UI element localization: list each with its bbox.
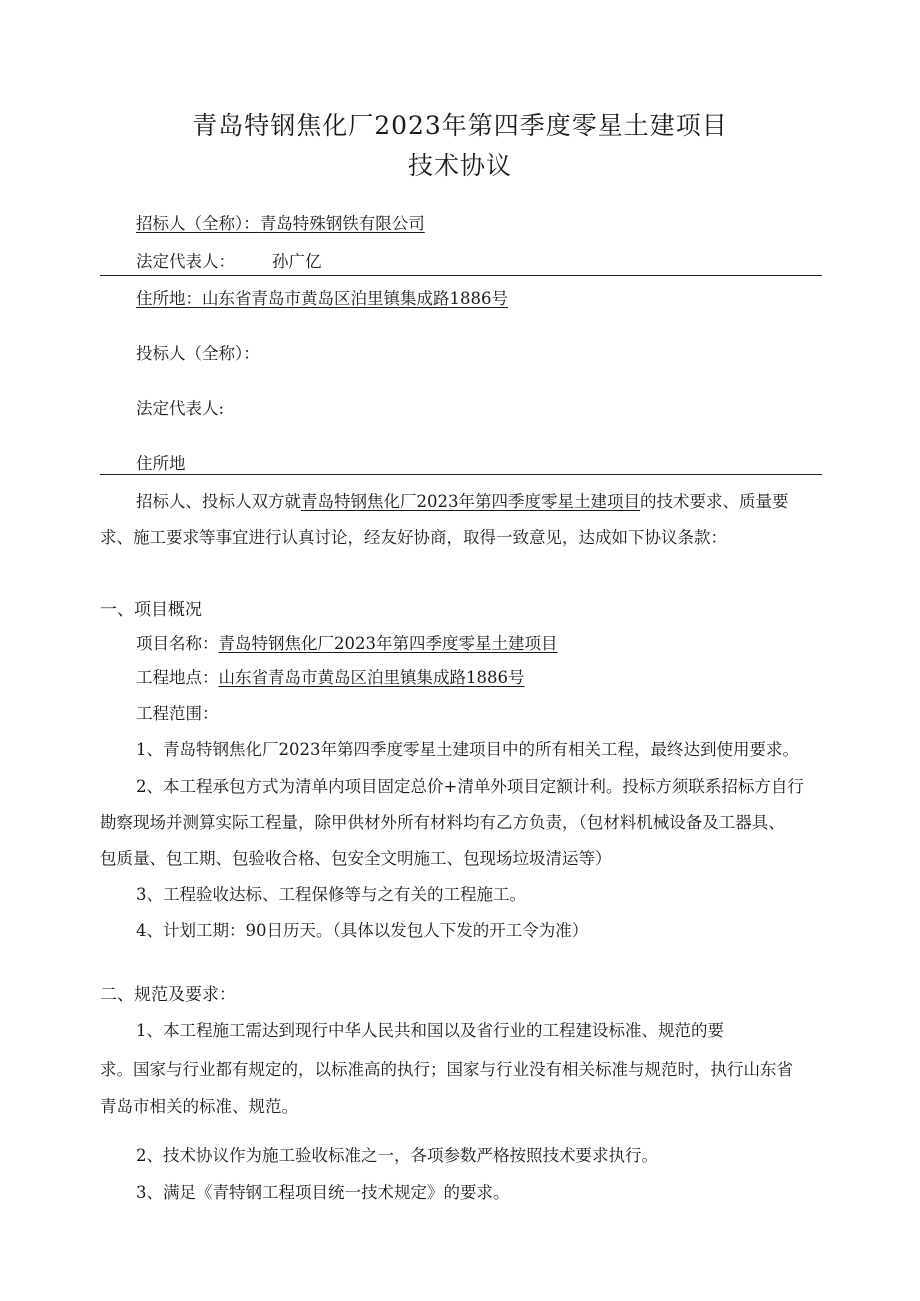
tenderer-rep-label: 法定代表人： bbox=[136, 252, 235, 271]
scope-item-4: 4、计划工期：90日历天。（具体以发包人下发的开工令为准） bbox=[136, 921, 589, 940]
tenderer-address-row bbox=[136, 288, 508, 310]
bidder-address-label: 住所地 bbox=[136, 454, 186, 473]
project-site: 山东省青岛市黄岛区泊里镇集成路1886号 bbox=[218, 668, 525, 687]
intro-text: 的技术要求、质量要 bbox=[640, 492, 789, 511]
requirement-1-line-2: 求。国家与行业都有规定的，以标准高的执行；国家与行业没有相关标准与规范时，执行山东省 bbox=[100, 1060, 793, 1079]
requirement-1-line-1: 1、本工程施工需达到现行中华人民共和国以及省行业的工程建设标准、规范的要 bbox=[136, 1021, 724, 1040]
bidder-rep-label: 法定代表人: bbox=[136, 399, 225, 418]
divider bbox=[100, 275, 822, 276]
tenderer-address-label: 住所地： bbox=[136, 289, 202, 308]
scope-label: 工程范围： bbox=[136, 704, 219, 723]
intro-text: 招标人、投标人双方就 bbox=[136, 492, 301, 511]
section-1-heading: 一、项目概况 bbox=[100, 600, 202, 620]
tenderer-name-label: 招标人（全称）： bbox=[136, 214, 260, 233]
section-2-heading: 二、规范及要求： bbox=[100, 985, 236, 1005]
project-name-row bbox=[136, 633, 558, 655]
requirement-1-line-3: 青岛市相关的标准、规范。 bbox=[100, 1097, 298, 1116]
project-site-row bbox=[136, 667, 525, 689]
tenderer-rep: 孙广亿 bbox=[272, 252, 322, 271]
scope-item-2-line-2: 勘察现场并测算实际工程量，除甲供材外所有材料均有乙方负责，（包材料机械设备及工器具、 bbox=[100, 813, 785, 832]
scope-item-2-line-1: 2、本工程承包方式为清单内项目固定总价+清单外项目定额计利。投标方须联系招标方自行 bbox=[136, 777, 804, 796]
document-title: 青岛特钢焦化厂2023年第四季度零星土建项目 bbox=[192, 111, 728, 140]
requirement-2: 2、技术协议作为施工验收标准之一，各项参数严格按照技术要求执行。 bbox=[136, 1146, 658, 1165]
intro-project-name: 青岛特钢焦化厂2023年第四季度零星土建项目 bbox=[301, 492, 640, 511]
project-site-label: 工程地点： bbox=[136, 668, 219, 687]
document-subtitle: 技术协议 bbox=[407, 151, 512, 180]
intro-line-1 bbox=[136, 491, 789, 513]
scope-item-1: 1、青岛特钢焦化厂2023年第四季度零星土建项目中的所有相关工程，最终达到使用要求。 bbox=[136, 740, 799, 759]
scope-item-3: 3、工程验收达标、工程保修等与之有关的工程施工。 bbox=[136, 885, 526, 904]
requirement-3: 3、满足《青特钢工程项目统一技术规定》的要求。 bbox=[136, 1183, 510, 1202]
project-name: 青岛特钢焦化厂2023年第四季度零星土建项目 bbox=[218, 634, 558, 653]
intro-line-2: 求、施工要求等事宜进行认真讨论，经友好协商，取得一致意见，达成如下协议条款： bbox=[100, 528, 727, 547]
tenderer-address: 山东省青岛市黄岛区泊里镇集成路1886号 bbox=[202, 289, 508, 308]
bidder-name-label: 投标人（全称）： bbox=[136, 344, 260, 363]
project-name-label: 项目名称： bbox=[136, 634, 219, 653]
divider bbox=[100, 474, 822, 475]
tenderer-name: 青岛特殊钢铁有限公司 bbox=[259, 214, 425, 233]
tenderer-name-row bbox=[136, 213, 425, 235]
scope-item-2-line-3: 包质量、包工期、包验收合格、包安全文明施工、包现场垃圾清运等） bbox=[100, 849, 612, 868]
